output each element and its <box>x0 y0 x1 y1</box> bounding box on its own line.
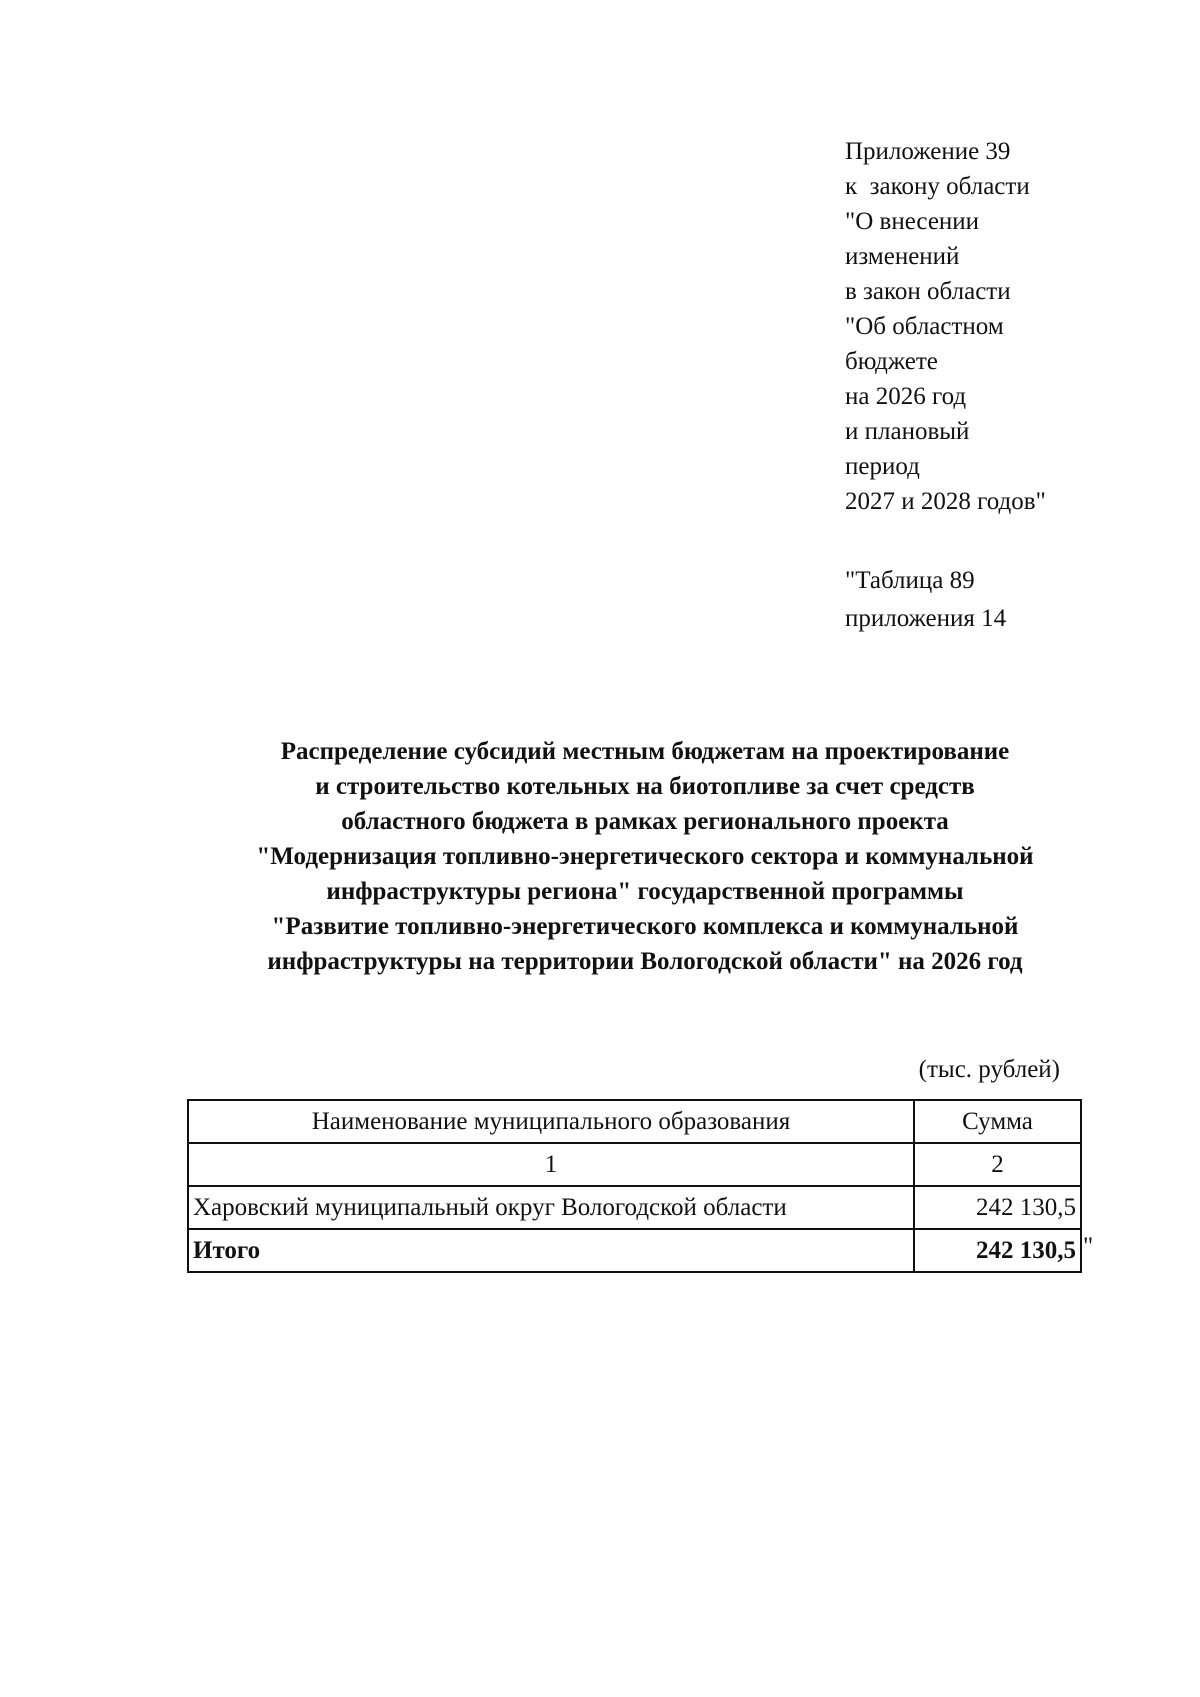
appendix-line: Приложение 39 <box>845 138 1011 165</box>
column-number-cell: 2 <box>914 1143 1081 1186</box>
total-label-cell: Итого <box>188 1229 914 1272</box>
column-number-cell: 1 <box>188 1143 914 1186</box>
title-line: инфраструктуры на территории Вологодской области" на 2026 год <box>267 948 1023 975</box>
table-reference-line: приложения 14 <box>845 605 1007 632</box>
title-line: Распределение субсидий местным бюджетам на проектирование <box>280 738 1010 765</box>
appendix-line: изменений <box>845 243 960 270</box>
appendix-line: и плановый <box>845 418 970 445</box>
units-label: (тыс. рублей) <box>918 1056 1060 1083</box>
subsidy-table <box>187 1099 1082 1273</box>
total-row <box>188 1229 1081 1272</box>
title-line: и строительство котельных на биотопливе за счет средств <box>315 773 975 800</box>
title-line: "Развитие топливно-энергетического комплекса и коммунальной <box>271 913 1019 940</box>
appendix-line: на 2026 год <box>845 383 967 410</box>
appendix-line: бюджете <box>845 348 938 375</box>
title-line: областного бюджета в рамках регионального проекта <box>341 808 949 835</box>
total-sum-cell: 242 130,5 <box>914 1229 1081 1272</box>
title-line: "Модернизация топливно-энергетического сектора и коммунальной <box>256 843 1034 870</box>
table-reference <box>845 562 1165 638</box>
appendix-line: период <box>845 453 920 480</box>
appendix-line: в закон области <box>845 278 1011 305</box>
sum-cell: 242 130,5 <box>914 1186 1081 1229</box>
header-name-cell: Наименование муниципального образования <box>188 1100 914 1143</box>
table-reference-line: "Таблица 89 <box>845 567 975 594</box>
column-number-row <box>188 1143 1081 1186</box>
appendix-line: 2027 и 2028 годов" <box>845 488 1046 515</box>
header-sum-cell: Сумма <box>914 1100 1081 1143</box>
closing-quote-mark: " <box>1083 1233 1094 1260</box>
title-line: инфраструктуры региона" государственной программы <box>326 878 964 905</box>
table-row <box>188 1186 1081 1229</box>
appendix-line: "О внесении <box>845 208 980 235</box>
document-title <box>180 734 1110 979</box>
appendix-line: к закону области <box>845 173 1030 200</box>
appendix-reference <box>845 134 1165 519</box>
municipality-name-cell: Харовский муниципальный округ Вологодской области <box>188 1186 914 1229</box>
appendix-line: "Об областном <box>845 313 1004 340</box>
table-header-row <box>188 1100 1081 1143</box>
